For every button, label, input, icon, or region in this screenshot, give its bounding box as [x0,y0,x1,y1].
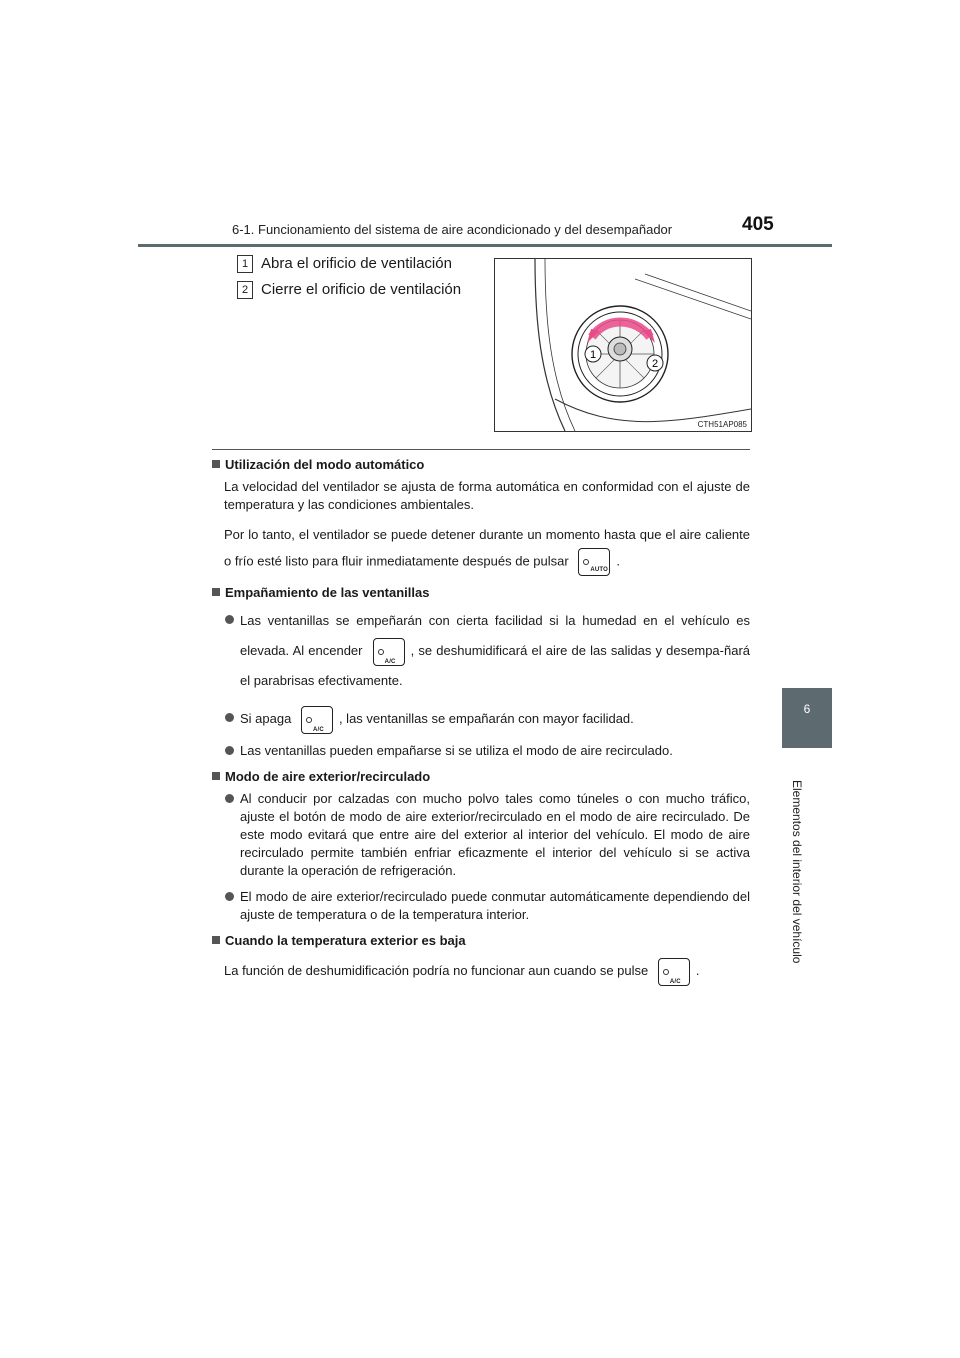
bullet-icon [225,713,234,722]
bullet-text: , las ventanillas se empañarán con mayor facilidad. [338,711,634,726]
legend-text: Cierre el orificio de ventilación [261,281,462,298]
ac-button-icon [373,638,405,666]
button-label: A/C [312,726,324,733]
paragraph-text: La función de deshumidificación podría no funcionar aun cuando se pulse [224,963,649,978]
ac-button-icon [301,706,333,734]
chapter-number: 6 [803,702,811,716]
info-content [212,456,750,994]
indicator-icon [306,717,312,723]
chapter-label: Elementos del interior del vehículo [790,780,804,964]
bullet-item [212,790,750,880]
ac-button-icon [658,958,690,986]
chapter-tab [782,688,832,748]
indicator-icon [663,969,669,975]
figure-caption: CTH51AP085 [697,420,747,429]
bullet-item [212,888,750,924]
legend-number: 2 [237,281,253,299]
bullet-item [212,742,750,760]
bullet-icon [225,615,234,624]
heading-text: Cuando la temperatura exterior es baja [225,933,466,948]
legend-item-1 [237,255,452,273]
section-heading [212,456,750,474]
section-header-title: 6-1. Funcionamiento del sistema de aire acondicionado y del desempañador [232,222,673,237]
paragraph: La velocidad del ventilador se ajusta de forma automática en conformidad con el ajuste de temperatura y las condiciones ambientales. [224,479,750,512]
square-bullet-icon [212,772,220,780]
paragraph [212,522,750,576]
button-label: A/C [669,978,681,985]
square-bullet-icon [212,588,220,596]
heading-text: Modo de aire exterior/recirculado [225,769,431,784]
button-label: A/C [384,658,396,665]
bullet-icon [225,794,234,803]
bullet-text: Al conducir por calzadas con mucho polvo tales como túneles o con mucho tráfico, ajuste el botón de modo de aire exterior/recirculado en el modo de aire recirculado. De este modo evitará que entre aire del exterior al interior del vehículo. El modo de aire recirculado permite también enfriar eficazmente el interior del vehículo si se activa durante la operación de refrigeración. [240,791,750,878]
heading-text: Utilización del modo automático [225,457,425,472]
bullet-icon [225,746,234,755]
bullet-item [212,704,750,734]
vent-illustration [494,258,752,432]
page-number: 405 [742,214,774,235]
square-bullet-icon [212,460,220,468]
square-bullet-icon [212,936,220,944]
figure-callout-1: 1 [589,349,597,361]
section-divider [212,449,750,450]
bullet-text: Las ventanillas pueden empañarse si se utiliza el modo de aire recirculado. [240,743,673,758]
section-heading [212,768,750,786]
paragraph [212,956,750,986]
figure-callout-2: 2 [651,358,659,370]
auto-button-icon [578,548,610,576]
button-label: AUTO [590,567,609,573]
indicator-icon [583,559,589,565]
heading-text: Empañamiento de las ventanillas [225,585,430,600]
bullet-item [212,606,750,696]
bullet-icon [225,892,234,901]
bullet-text: El modo de aire exterior/recirculado puede conmutar automáticamente dependiendo del ajuste de temperatura o de la temperatura interior. [240,889,750,922]
bullet-text: Si apaga [240,711,292,726]
indicator-icon [378,649,384,655]
paragraph-text: . [616,553,620,569]
legend-number: 1 [237,255,253,273]
legend-text: Abra el orificio de ventilación [261,255,452,272]
paragraph-text: Por lo tanto, el ventilador se puede detener durante un momento hasta que el aire caliente o frío esté listo para fluir inmediatamente después de pulsar [224,527,750,569]
bullet-text: Las ventanillas se empeñarán con cierta facilidad si la humedad en el vehículo es elevada. Al encender [240,613,750,658]
legend-item-2 [237,281,461,299]
paragraph-text: . [695,963,700,978]
section-heading [212,932,750,950]
section-heading [212,584,750,602]
header-divider [138,244,832,247]
vent-drawing [495,259,751,431]
bullet-text: , se deshumidificará el aire de las salidas y desempa-ñará el parabrisas efectivamente. [240,643,750,688]
